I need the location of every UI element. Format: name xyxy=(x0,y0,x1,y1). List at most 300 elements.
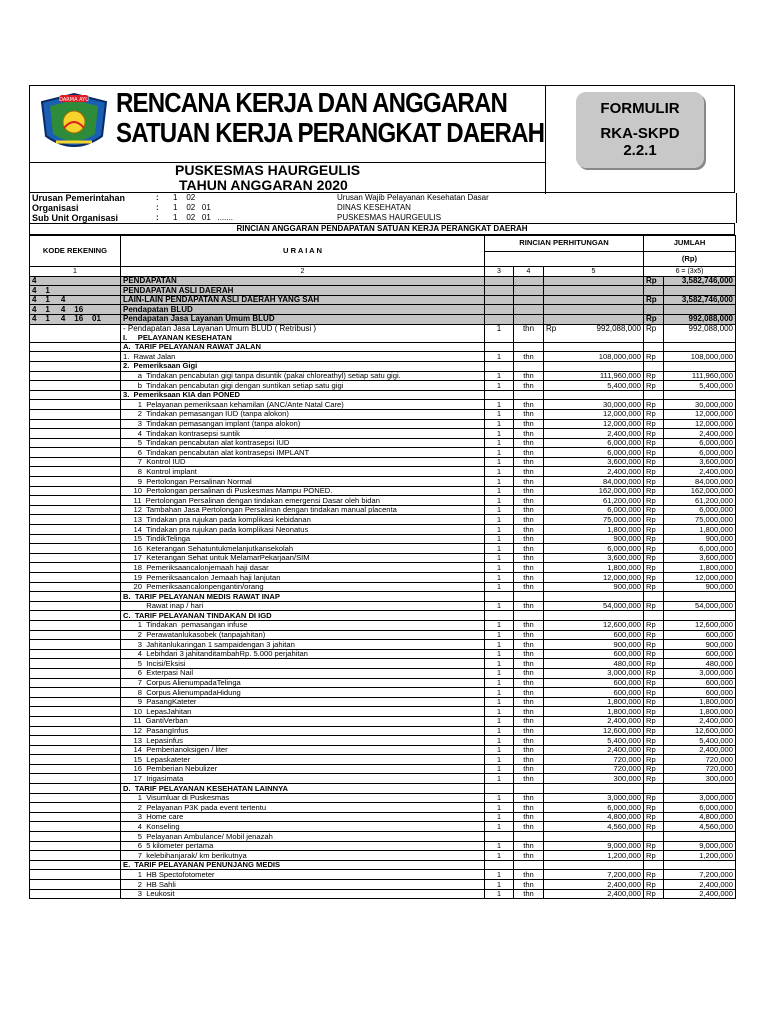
tariff-price: 1,800,000 xyxy=(544,707,644,717)
tariff-unit: thn xyxy=(514,678,544,688)
tariff-unit: thn xyxy=(514,745,544,755)
col-num-1: 1 xyxy=(30,267,121,277)
tariff-volume: 1 xyxy=(485,534,514,544)
tariff-volume: 1 xyxy=(485,659,514,669)
info-colon: : xyxy=(156,203,159,212)
tariff-unit: thn xyxy=(514,736,544,746)
tariff-description: 3 Leukosit xyxy=(121,889,485,899)
tariff-price: 61,200,000 xyxy=(544,496,644,506)
tariff-rp: Rp xyxy=(644,697,664,707)
tariff-volume xyxy=(485,342,514,352)
tariff-rp: Rp xyxy=(644,448,664,458)
tariff-unit xyxy=(514,784,544,794)
tariff-rp: Rp xyxy=(644,870,664,880)
tariff-unit: thn xyxy=(514,544,544,554)
tariff-row xyxy=(30,688,736,698)
tariff-rp: Rp xyxy=(644,668,664,678)
tariff-description: 1 Tindakan pemasangan infuse xyxy=(121,620,485,630)
tariff-volume: 1 xyxy=(485,419,514,429)
tariff-row xyxy=(30,880,736,890)
tariff-description: 2 HB Sahli xyxy=(121,880,485,890)
account-row xyxy=(30,295,736,305)
tariff-unit xyxy=(514,333,544,342)
tariff-volume: 1 xyxy=(485,774,514,784)
tariff-amount: 3,000,000 xyxy=(664,668,736,678)
tariff-description: 4 Konseling xyxy=(121,822,485,832)
tariff-unit xyxy=(514,342,544,352)
tariff-volume: 1 xyxy=(485,381,514,391)
retribusi-price: 992,088,000 xyxy=(596,324,641,334)
tariff-row xyxy=(30,601,736,611)
tariff-rp: Rp xyxy=(644,745,664,755)
tariff-amount: 30,000,000 xyxy=(664,400,736,410)
tariff-price: 6,000,000 xyxy=(544,544,644,554)
tariff-rp: Rp xyxy=(644,381,664,391)
tariff-amount: 12,000,000 xyxy=(664,573,736,583)
tariff-row xyxy=(30,755,736,765)
tariff-unit: thn xyxy=(514,419,544,429)
tariff-amount: 2,400,000 xyxy=(664,745,736,755)
section-title: I. PELAYANAN KESEHATAN xyxy=(121,333,485,342)
tariff-volume: 1 xyxy=(485,803,514,813)
tariff-price: 600,000 xyxy=(544,649,644,659)
tariff-description: 7 kelebihanjarak/ km berikutnya xyxy=(121,851,485,861)
tariff-description: b Tindakan pencabutan gigi dengan suntikan setiap satu gigi xyxy=(121,381,485,391)
tariff-rp: Rp xyxy=(644,726,664,736)
form-code: RKA-SKPD xyxy=(600,125,680,142)
tariff-description: 5 Pelayanan Ambulance/ Mobil jenazah xyxy=(121,832,485,842)
retribusi-unit: thn xyxy=(514,324,544,333)
tariff-price: 84,000,000 xyxy=(544,477,644,487)
tariff-rp: Rp xyxy=(644,812,664,822)
form-title-line1: RENCANA KERJA DAN ANGGARAN xyxy=(116,87,508,118)
retribusi-rp-total: Rp xyxy=(644,324,664,333)
tariff-volume: 1 xyxy=(485,640,514,650)
info-colon: : xyxy=(156,213,159,222)
tariff-unit: thn xyxy=(514,812,544,822)
account-amount: 3,582,746,000 xyxy=(664,295,736,305)
tariff-amount xyxy=(664,784,736,794)
tariff-description: 7 Kontrol IUD xyxy=(121,457,485,467)
retribusi-row xyxy=(30,324,736,333)
tariff-price xyxy=(544,592,644,602)
tariff-rp: Rp xyxy=(644,429,664,439)
form-title-line2: SATUAN KERJA PERANGKAT DAERAH xyxy=(116,117,545,148)
tariff-amount: 3,600,000 xyxy=(664,457,736,467)
tariff-rp xyxy=(644,611,664,621)
tariff-row xyxy=(30,630,736,640)
tariff-row xyxy=(30,534,736,544)
tariff-price: 6,000,000 xyxy=(544,448,644,458)
tariff-description: 11 GantiVerban xyxy=(121,716,485,726)
tariff-description: Rawat inap / hari xyxy=(121,601,485,611)
tariff-amount: 108,000,000 xyxy=(664,352,736,362)
tariff-unit: thn xyxy=(514,467,544,477)
tariff-rp: Rp xyxy=(644,620,664,630)
tariff-description: 1 Visumluar di Puskesmas xyxy=(121,793,485,803)
budget-table xyxy=(29,235,736,899)
tariff-volume xyxy=(485,784,514,794)
tariff-rp: Rp xyxy=(644,793,664,803)
tariff-volume: 1 xyxy=(485,889,514,899)
tariff-unit: thn xyxy=(514,851,544,861)
tariff-price xyxy=(544,333,644,342)
tariff-rp: Rp xyxy=(644,649,664,659)
tariff-rp: Rp xyxy=(644,553,664,563)
tariff-price: 3,000,000 xyxy=(544,668,644,678)
tariff-volume: 1 xyxy=(485,352,514,362)
tariff-row xyxy=(30,563,736,573)
tariff-rp: Rp xyxy=(644,640,664,650)
tariff-price: 600,000 xyxy=(544,678,644,688)
account-rp: Rp xyxy=(644,276,664,286)
tariff-price: 2,400,000 xyxy=(544,889,644,899)
tariff-unit: thn xyxy=(514,563,544,573)
col-num-4: 4 xyxy=(514,267,544,277)
tariff-price: 6,000,000 xyxy=(544,438,644,448)
tariff-unit: thn xyxy=(514,688,544,698)
tariff-price: 1,800,000 xyxy=(544,697,644,707)
tariff-volume xyxy=(485,333,514,342)
tariff-unit: thn xyxy=(514,764,544,774)
tariff-rp: Rp xyxy=(644,841,664,851)
tariff-price xyxy=(544,342,644,352)
tariff-price: 12,000,000 xyxy=(544,419,644,429)
tariff-description: 13 Tindakan pra rujukan pada komplikasi kebidanan xyxy=(121,515,485,525)
tariff-row xyxy=(30,851,736,861)
tariff-row xyxy=(30,774,736,784)
tariff-description: 14 Pemberianoksigen / liter xyxy=(121,745,485,755)
subtitle-year: TAHUN ANGGARAN 2020 xyxy=(179,177,348,193)
subtitle-puskesmas: PUSKESMAS HAURGEULIS xyxy=(175,162,361,178)
tariff-amount: 900,000 xyxy=(664,640,736,650)
tariff-rp: Rp xyxy=(644,880,664,890)
tariff-row xyxy=(30,371,736,381)
account-rp: Rp xyxy=(644,295,664,305)
section-title: 2. Pemeriksaan Gigi xyxy=(121,361,485,371)
info-desc: Urusan Wajib Pelayanan Kesehatan Dasar xyxy=(337,193,489,202)
tariff-volume: 1 xyxy=(485,764,514,774)
tariff-volume: 1 xyxy=(485,812,514,822)
tariff-volume: 1 xyxy=(485,438,514,448)
section-title: D. TARIF PELAYANAN KESEHATAN LAINNYA xyxy=(121,784,485,794)
tariff-unit: thn xyxy=(514,496,544,506)
tariff-volume: 1 xyxy=(485,841,514,851)
tariff-row xyxy=(30,400,736,410)
tariff-row xyxy=(30,486,736,496)
tariff-amount: 111,960,000 xyxy=(664,371,736,381)
tariff-rp xyxy=(644,342,664,352)
tariff-unit: thn xyxy=(514,525,544,535)
retribusi-total: 992,088,000 xyxy=(664,324,736,333)
tariff-price: 600,000 xyxy=(544,630,644,640)
tariff-amount: 600,000 xyxy=(664,678,736,688)
tariff-description: 6 5 kilometer pertama xyxy=(121,841,485,851)
tariff-volume: 1 xyxy=(485,448,514,458)
tariff-amount: 6,000,000 xyxy=(664,803,736,813)
form-header xyxy=(29,85,735,193)
section-row xyxy=(30,611,736,621)
tariff-unit xyxy=(514,611,544,621)
tariff-description: 2 Tindakan pemasangan IUD (tanpa alokon) xyxy=(121,409,485,419)
tariff-rp: Rp xyxy=(644,352,664,362)
tariff-price: 7,200,000 xyxy=(544,870,644,880)
tariff-volume: 1 xyxy=(485,525,514,535)
tariff-amount: 300,000 xyxy=(664,774,736,784)
section-row xyxy=(30,784,736,794)
tariff-row xyxy=(30,582,736,592)
tariff-volume xyxy=(485,860,514,870)
tariff-amount xyxy=(664,860,736,870)
tariff-price: 3,600,000 xyxy=(544,457,644,467)
account-code: 4 xyxy=(30,276,121,286)
tariff-unit: thn xyxy=(514,841,544,851)
tariff-volume xyxy=(485,611,514,621)
retribusi-volume: 1 xyxy=(485,324,514,333)
account-code: 4 1 4 16 xyxy=(30,305,121,315)
tariff-price: 1,200,000 xyxy=(544,851,644,861)
account-code: 4 1 4 16 01 xyxy=(30,314,121,324)
tariff-volume: 1 xyxy=(485,755,514,765)
tariff-amount: 600,000 xyxy=(664,649,736,659)
tariff-rp xyxy=(644,784,664,794)
account-row xyxy=(30,305,736,315)
tariff-volume: 1 xyxy=(485,745,514,755)
tariff-description: 1 HB Spectofotometer xyxy=(121,870,485,880)
section-row xyxy=(30,860,736,870)
tariff-rp xyxy=(644,361,664,371)
tariff-row xyxy=(30,505,736,515)
account-name: LAIN-LAIN PENDAPATAN ASLI DAERAH YANG SAH xyxy=(121,295,485,305)
tariff-row xyxy=(30,477,736,487)
tariff-rp: Rp xyxy=(644,707,664,717)
organization-info xyxy=(29,193,737,223)
tariff-volume: 1 xyxy=(485,880,514,890)
account-code: 4 1 xyxy=(30,286,121,296)
account-row xyxy=(30,276,736,286)
tariff-rp: Rp xyxy=(644,525,664,535)
tariff-volume: 1 xyxy=(485,716,514,726)
section-title: B. TARIF PELAYANAN MEDIS RAWAT INAP xyxy=(121,592,485,602)
tariff-amount: 480,000 xyxy=(664,659,736,669)
tariff-unit: thn xyxy=(514,630,544,640)
tariff-amount: 9,000,000 xyxy=(664,841,736,851)
tariff-price: 900,000 xyxy=(544,534,644,544)
account-row xyxy=(30,286,736,296)
tariff-rp: Rp xyxy=(644,889,664,899)
tariff-row xyxy=(30,553,736,563)
tariff-amount: 720,000 xyxy=(664,764,736,774)
tariff-volume: 1 xyxy=(485,409,514,419)
tariff-rp: Rp xyxy=(644,457,664,467)
tariff-unit: thn xyxy=(514,870,544,880)
tariff-amount: 1,800,000 xyxy=(664,697,736,707)
tariff-description: 14 Tindakan pra rujukan pada komplikasi Neonatus xyxy=(121,525,485,535)
tariff-rp: Rp xyxy=(644,601,664,611)
tariff-rp: Rp xyxy=(644,803,664,813)
tariff-rp: Rp xyxy=(644,659,664,669)
tariff-volume: 1 xyxy=(485,400,514,410)
tariff-volume: 1 xyxy=(485,429,514,439)
section-title: A. TARIF PELAYANAN RAWAT JALAN xyxy=(121,342,485,352)
tariff-volume: 1 xyxy=(485,620,514,630)
tariff-unit xyxy=(514,860,544,870)
tariff-row xyxy=(30,812,736,822)
logo-text: DARMA AYU xyxy=(59,97,89,103)
section-row xyxy=(30,342,736,352)
tariff-rp: Rp xyxy=(644,678,664,688)
tariff-row xyxy=(30,381,736,391)
tariff-rp: Rp xyxy=(644,419,664,429)
tariff-row xyxy=(30,889,736,899)
tariff-row xyxy=(30,429,736,439)
tariff-unit: thn xyxy=(514,726,544,736)
tariff-unit xyxy=(514,832,544,842)
tariff-price: 5,400,000 xyxy=(544,381,644,391)
tariff-description: 2 Perawatanlukasobek (tanpajahitan) xyxy=(121,630,485,640)
tariff-description: 11 Pertolongan Persalinan dengan tindakan emergensi Dasar oleh bidan xyxy=(121,496,485,506)
account-name: Pendapatan BLUD xyxy=(121,305,485,315)
tariff-volume xyxy=(485,592,514,602)
formulir-label: FORMULIR xyxy=(600,100,680,117)
tariff-amount: 6,000,000 xyxy=(664,448,736,458)
tariff-row xyxy=(30,745,736,755)
retribusi-rp: Rp xyxy=(546,324,557,334)
tariff-description: 6 Exterpasi Nail xyxy=(121,668,485,678)
tariff-volume: 1 xyxy=(485,371,514,381)
section-row xyxy=(30,390,736,400)
tariff-row xyxy=(30,544,736,554)
tariff-rp: Rp xyxy=(644,505,664,515)
tariff-volume xyxy=(485,361,514,371)
header-uraian: U R A I A N xyxy=(121,236,485,267)
form-title xyxy=(116,88,544,148)
tariff-rp xyxy=(644,592,664,602)
tariff-rp: Rp xyxy=(644,400,664,410)
tariff-volume: 1 xyxy=(485,688,514,698)
tariff-row xyxy=(30,438,736,448)
tariff-unit: thn xyxy=(514,573,544,583)
info-label: Urusan Pemerintahan xyxy=(32,193,126,203)
tariff-volume: 1 xyxy=(485,573,514,583)
info-colon: : xyxy=(156,193,159,202)
tariff-volume: 1 xyxy=(485,505,514,515)
tariff-unit: thn xyxy=(514,381,544,391)
tariff-price: 5,400,000 xyxy=(544,736,644,746)
tariff-rp: Rp xyxy=(644,409,664,419)
tariff-description: 12 PasangInfus xyxy=(121,726,485,736)
info-row xyxy=(30,213,736,223)
tariff-volume: 1 xyxy=(485,736,514,746)
tariff-rp: Rp xyxy=(644,438,664,448)
tariff-price: 4,800,000 xyxy=(544,812,644,822)
tariff-amount: 2,400,000 xyxy=(664,880,736,890)
tariff-price: 3,600,000 xyxy=(544,553,644,563)
tariff-amount: 1,200,000 xyxy=(664,851,736,861)
tariff-unit: thn xyxy=(514,400,544,410)
tariff-price xyxy=(544,611,644,621)
tariff-unit xyxy=(514,361,544,371)
info-code: 1 02 xyxy=(173,193,196,202)
tariff-row xyxy=(30,467,736,477)
tariff-description: 8 Corpus AlienumpadaHidung xyxy=(121,688,485,698)
tariff-unit: thn xyxy=(514,697,544,707)
tariff-amount: 162,000,000 xyxy=(664,486,736,496)
tariff-description: 18 Pemeriksaancalonjemaah haji dasar xyxy=(121,563,485,573)
tariff-volume: 1 xyxy=(485,870,514,880)
tariff-price: 720,000 xyxy=(544,755,644,765)
tariff-unit: thn xyxy=(514,409,544,419)
tariff-row xyxy=(30,870,736,880)
tariff-price: 54,000,000 xyxy=(544,601,644,611)
tariff-row xyxy=(30,707,736,717)
tariff-unit xyxy=(514,592,544,602)
tariff-price: 108,000,000 xyxy=(544,352,644,362)
tariff-price: 4,560,000 xyxy=(544,822,644,832)
tariff-rp: Rp xyxy=(644,851,664,861)
section-row xyxy=(30,592,736,602)
tariff-unit: thn xyxy=(514,793,544,803)
header-jumlah: JUMLAH xyxy=(644,236,736,252)
tariff-description: 10 LepasJahitan xyxy=(121,707,485,717)
tariff-description: 1 Pelayanan pemeriksaan kehamilan (ANC/Ante Natal Care) xyxy=(121,400,485,410)
tariff-rp: Rp xyxy=(644,582,664,592)
tariff-description: 9 PasangKateter xyxy=(121,697,485,707)
info-label: Organisasi xyxy=(32,203,79,213)
tariff-volume: 1 xyxy=(485,563,514,573)
tariff-row xyxy=(30,736,736,746)
tariff-unit: thn xyxy=(514,534,544,544)
tariff-description: 15 TindikTelinga xyxy=(121,534,485,544)
account-name: PENDAPATAN xyxy=(121,276,485,286)
tariff-volume xyxy=(485,390,514,400)
tariff-row xyxy=(30,419,736,429)
tariff-price: 30,000,000 xyxy=(544,400,644,410)
tariff-price: 111,960,000 xyxy=(544,371,644,381)
tariff-volume: 1 xyxy=(485,467,514,477)
tariff-amount: 12,600,000 xyxy=(664,620,736,630)
tariff-unit: thn xyxy=(514,515,544,525)
tariff-price: 300,000 xyxy=(544,774,644,784)
account-name: Pendapatan Jasa Layanan Umum BLUD xyxy=(121,314,485,324)
tariff-price: 12,000,000 xyxy=(544,573,644,583)
tariff-price: 2,400,000 xyxy=(544,716,644,726)
tariff-unit: thn xyxy=(514,486,544,496)
tariff-volume: 1 xyxy=(485,515,514,525)
tariff-volume: 1 xyxy=(485,822,514,832)
formulir-badge xyxy=(576,92,704,168)
tariff-price: 900,000 xyxy=(544,640,644,650)
tariff-price xyxy=(544,832,644,842)
tariff-rp: Rp xyxy=(644,774,664,784)
tariff-amount xyxy=(664,342,736,352)
tariff-volume: 1 xyxy=(485,553,514,563)
tariff-description: 3 Tindakan pemasangan implant (tanpa alokon) xyxy=(121,419,485,429)
tariff-rp: Rp xyxy=(644,371,664,381)
section-row xyxy=(30,333,736,342)
tariff-amount: 5,400,000 xyxy=(664,736,736,746)
tariff-volume: 1 xyxy=(485,793,514,803)
regency-emblem-icon xyxy=(36,92,112,156)
tariff-amount xyxy=(664,832,736,842)
tariff-price: 720,000 xyxy=(544,764,644,774)
info-code: 1 02 01 ....... xyxy=(173,213,234,222)
info-label: Sub Unit Organisasi xyxy=(32,213,119,223)
tariff-price: 3,000,000 xyxy=(544,793,644,803)
tariff-row xyxy=(30,649,736,659)
tariff-rp xyxy=(644,832,664,842)
tariff-volume: 1 xyxy=(485,707,514,717)
